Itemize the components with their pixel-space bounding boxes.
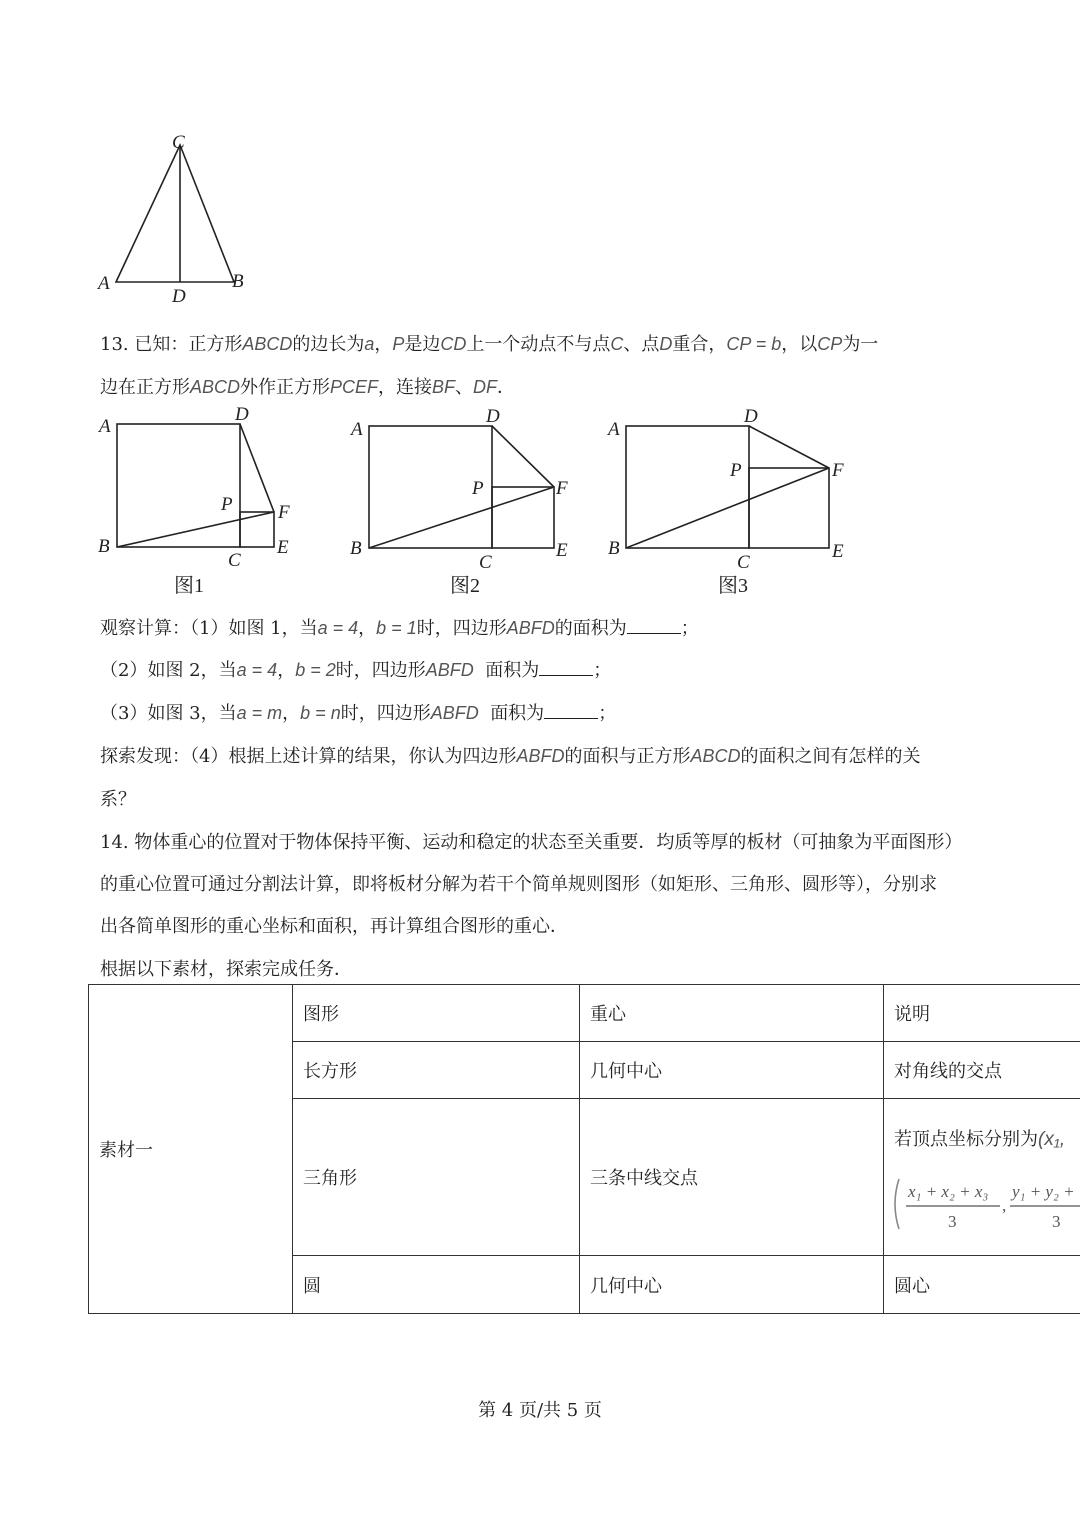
math-abfd: ABFD (425, 660, 474, 680)
label-a: A (99, 416, 111, 437)
math-abfd: ABFD (430, 703, 479, 723)
svg-text:,: , (1002, 1196, 1007, 1215)
math-a-eq-m: a = m (236, 703, 283, 723)
q13-text: 时，四边形 (340, 703, 431, 724)
q13-text: 时，四边形 (335, 660, 426, 681)
table-header-row (89, 985, 1080, 1042)
segment-df (492, 426, 554, 487)
square-pcef (240, 512, 274, 547)
isosceles-triangle-figure (90, 125, 260, 310)
square-abcd (117, 424, 240, 547)
question-number: 13. (100, 334, 129, 355)
segment-bf (369, 487, 554, 548)
label-a: A (98, 273, 110, 294)
math-bf: BF (432, 377, 456, 397)
q13-part-4-cont: 系？ (100, 789, 136, 810)
segment-df (749, 426, 829, 468)
math-abcd: ABCD (690, 746, 741, 766)
q13-text: ， (374, 334, 393, 355)
answer-blank[interactable] (627, 615, 681, 634)
q13-text: ． (497, 377, 516, 398)
label-d: D (172, 286, 186, 307)
math-abcd: ABCD (190, 377, 241, 397)
math-d: D (659, 334, 673, 354)
label-d: D (744, 406, 758, 427)
material-label: 素材一 (99, 1140, 153, 1161)
formula-numerator-y: y₁ + y₂ + (1012, 1182, 1075, 1201)
math-c: C (610, 334, 624, 354)
q13-text: 面积为 (490, 703, 545, 724)
header-shape: 图形 (293, 985, 580, 1042)
label-f: F (556, 478, 568, 499)
math-a: a (364, 334, 375, 354)
label-e: E (832, 541, 844, 562)
label-c: C (737, 552, 750, 573)
q13-text: 已知：正方形 (134, 334, 243, 355)
label-d: D (486, 406, 500, 427)
q13-text: 外作正方形 (240, 377, 331, 398)
label-f: F (832, 460, 844, 481)
cell-note: 对角线的交点 (884, 1042, 1080, 1099)
figure-caption: 图2 (450, 575, 480, 597)
q13-part-4 (100, 742, 920, 768)
q13-text: ， (282, 703, 301, 724)
segment-bf (626, 468, 829, 548)
vertex-formula-start: (x₁, (1038, 1129, 1066, 1150)
q13-text: 的面积之间有怎样的关 (740, 746, 921, 767)
q13-text: ，连接 (378, 377, 433, 398)
q14-line-2: 的重心位置可通过分割法计算，即将板材分解为若干个简单规则图形（如矩形、三角形、圆形等），分别求 (100, 874, 937, 895)
header-center: 重心 (580, 985, 884, 1042)
q13-part-2 (100, 656, 611, 682)
math-cp-eq-b: CP = b (726, 334, 782, 354)
cell-center: 三条中线交点 (580, 1099, 884, 1256)
math-b-eq-2: b = 2 (295, 660, 336, 680)
label-p: P (221, 494, 233, 515)
q13-part-3 (100, 699, 616, 725)
math-abfd: ABFD (506, 618, 555, 638)
q13-text: （3）如图 3，当 (100, 703, 237, 724)
math-df: DF (473, 377, 498, 397)
math-a-eq-4: a = 4 (236, 660, 278, 680)
answer-blank[interactable] (539, 657, 593, 676)
triangle-note-line (894, 1125, 1065, 1151)
q13-text: 边在正方形 (100, 377, 190, 398)
q13-text: 面积为 (485, 660, 540, 681)
q13-text: ； (593, 660, 612, 681)
label-b: B (350, 538, 362, 559)
q13-text: 、 (455, 377, 474, 398)
label-c: C (479, 552, 492, 573)
math-b-eq-n: b = n (300, 703, 341, 723)
cell-shape: 长方形 (293, 1042, 580, 1099)
math-cd: CD (440, 334, 467, 354)
label-f: F (278, 502, 290, 523)
math-abcd: ABCD (242, 334, 293, 354)
figure-caption: 图1 (174, 575, 204, 597)
q14-line-1: 14. 物体重心的位置对于物体保持平衡、运动和稳定的状态至关重要．均质等厚的板材（可抽象为平面图形） (100, 832, 963, 853)
material-label-cell (89, 985, 293, 1314)
cell-note (884, 1099, 1080, 1256)
label-e: E (556, 540, 568, 561)
q14-line-3: 出各简单图形的重心坐标和面积，再计算组合图形的重心． (100, 916, 568, 937)
label-d: D (235, 404, 249, 425)
q13-text: 的面积为 (554, 618, 627, 639)
label-a: A (608, 419, 620, 440)
q13-text: 时，四边形 (416, 618, 507, 639)
cell-shape: 圆 (293, 1256, 580, 1314)
formula-denominator: 3 (948, 1212, 957, 1231)
figure-1 (94, 400, 314, 600)
q13-text: 是边 (404, 334, 441, 355)
q13-part-1 (100, 614, 699, 640)
label-a: A (351, 419, 363, 440)
q13-text: 重合， (672, 334, 727, 355)
cell-shape: 三角形 (293, 1099, 580, 1256)
label-p: P (472, 478, 484, 499)
formula-denominator: 3 (1052, 1212, 1061, 1231)
header-note: 说明 (884, 985, 1080, 1042)
label-c: C (172, 132, 185, 153)
formula-numerator-x: x₁ + x₂ + x₃ (908, 1182, 989, 1201)
q13-text: ； (598, 703, 617, 724)
figure-3 (604, 400, 864, 600)
math-a-eq-4: a = 4 (317, 618, 359, 638)
q13-text: 观察计算：（1）如图 1，当 (100, 618, 318, 639)
cell-note: 圆心 (884, 1256, 1080, 1314)
answer-blank[interactable] (544, 700, 598, 719)
cell-center: 几何中心 (580, 1042, 884, 1099)
q13-text: ， (277, 660, 296, 681)
note-text: 若顶点坐标分别为 (894, 1129, 1038, 1150)
label-b: B (608, 538, 620, 559)
segment-bf (117, 512, 274, 547)
centroid-formula (890, 1175, 1080, 1235)
page-footer: 第 4 页/共 5 页 (478, 1400, 602, 1421)
square-pcef (749, 468, 829, 548)
q13-text: ，以 (781, 334, 818, 355)
cell-center: 几何中心 (580, 1256, 884, 1314)
q13-text: 、点 (623, 334, 660, 355)
q13-text: ， (358, 618, 377, 639)
q13-text: （2）如图 2，当 (100, 660, 237, 681)
q13-text: 的边长为 (292, 334, 365, 355)
label-b: B (232, 271, 244, 292)
label-c: C (228, 550, 241, 571)
math-pcef: PCEF (330, 377, 379, 397)
math-p: P (392, 334, 405, 354)
math-cp: CP (817, 334, 843, 354)
math-b-eq-1: b = 1 (376, 618, 417, 638)
label-b: B (98, 536, 110, 557)
q13-line-1 (100, 330, 878, 356)
segment-df (240, 424, 274, 512)
q13-text: ； (680, 618, 699, 639)
q13-text: 探索发现：（4）根据上述计算的结果，你认为四边形 (100, 746, 517, 767)
figure-caption: 图3 (718, 575, 748, 597)
q13-text: 的面积与正方形 (564, 746, 691, 767)
math-abfd: ABFD (516, 746, 565, 766)
q13-text: 为一 (842, 334, 879, 355)
label-p: P (730, 460, 742, 481)
figure-2 (346, 400, 586, 600)
triangle-abc (116, 145, 234, 282)
q14-line-4: 根据以下素材，探索完成任务． (100, 959, 352, 980)
label-e: E (277, 537, 289, 558)
q13-line-2 (100, 373, 515, 399)
square-pcef (492, 487, 554, 548)
material-table (88, 984, 1080, 1314)
q13-text: 上一个动点不与点 (466, 334, 611, 355)
square-abcd (626, 426, 749, 548)
